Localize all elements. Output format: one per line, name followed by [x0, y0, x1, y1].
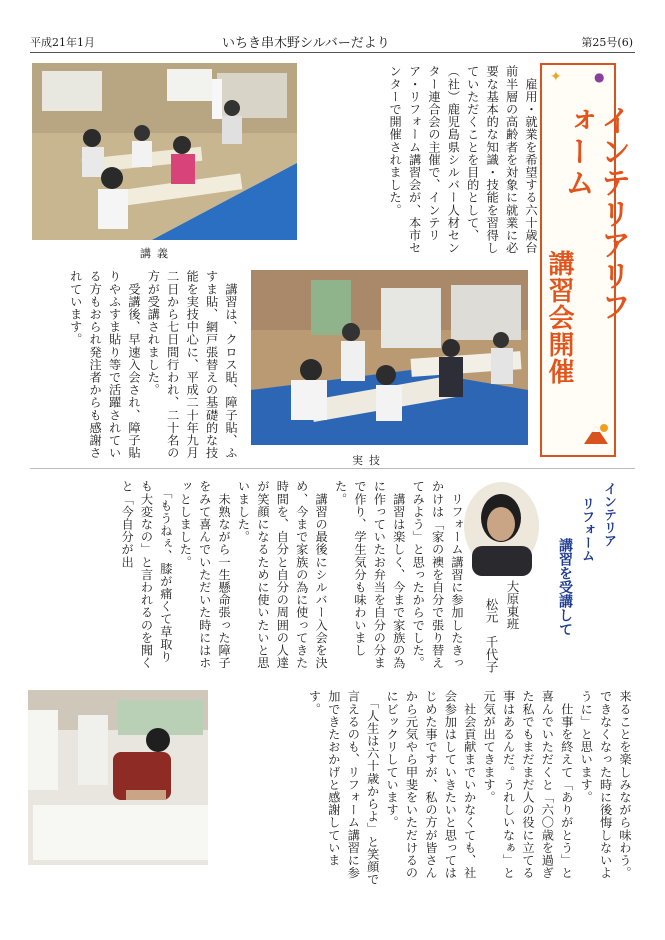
practice-photo [251, 270, 528, 445]
lecture-caption: 講義 [140, 247, 174, 260]
lecture-photo [32, 63, 297, 240]
interview-title-line1: インテリア [601, 482, 616, 547]
header-rule [30, 52, 635, 53]
newsletter-title: いちき串木野シルバーだより [222, 36, 390, 51]
issue-number: 第25号(6) [581, 36, 633, 49]
article-title-main: インテリアリフォーム [559, 105, 630, 322]
working-photo [28, 690, 208, 865]
article-intro: 雇用・就業を希望する六十歳台前半層の高齢者を対象に就業に必要な基本的な知識・技能を習得していただくことを目的として、（社）鹿児島県シルバー人材センター連合会の主催で、インテリア・リフォーム講習会が、本市センターで開催されました。 [388, 65, 538, 254]
bird-icon: ✦ [550, 69, 562, 85]
interview-title-line2: リフォーム [579, 497, 594, 562]
article-title-box [540, 63, 630, 457]
person-portrait [464, 482, 539, 570]
interview-text-1: リフォーム講習に参加したきっかけは「家の襖を自分で張り替えてみよう」と思ったからでした。 講習は楽しく、今まで家族の為に作っていたお弁当を自分の分まで作り、学生気分も味わいました。 講習の最後にシルバー入会を決め、今まで家族の為に使ってきた時間を、自分と自分の周囲の人達が笑顔になるために使いたいと思いました。 未熟ながら一生懸命張った障子をみて喜んでいただいた時にはホッとしました。 「もうねぇ、膝が痛くて草取りも大変なの」と言われるのを聞くと「今自分が出 [120, 480, 464, 669]
person-team: 大原東班 [505, 580, 520, 630]
article-body: 講習は、クロス貼、障子貼、ふすま貼、網戸張替えの基礎的な技能を実技中心に、平成二十年九月二日から七日間行われ、二十名の方が受講されました。 受講後、早速入会され、障子貼りやふすま貼り等で活躍されている方もおられ発注者からも感謝されています。 [68, 270, 238, 459]
person-name: 松元 千代子 [484, 598, 499, 673]
interview-text-2: 来ることを楽しみながら味わう。できなくなった時に後悔しないように」と思います。 仕事を終えて「ありがとう」と喜んでいただくと「六〇歳を過ぎた私でもまだまだ人の役に立てる事はあるんだ。うれしいなぁ」と元気が出てきます。 社会貢献までいかなくても、社会参加はしていきたいと思ってはじめた事ですが、私の方が皆さんから元気やら甲斐をいただけるのにビックリしています。 「人生は六十歳からよ」と笑顔で言えるのも、リフォーム講習に参加できたおかげと感謝しています。 [307, 690, 632, 886]
practice-caption: 実技 [352, 454, 386, 467]
article-title-sub: 講習会開催 [544, 250, 574, 385]
eggplant-icon: ● [594, 70, 605, 84]
mount-fuji-icon [582, 420, 610, 446]
section-rule [30, 468, 635, 469]
interview-title-line3: 講習を受講して [557, 538, 573, 636]
issue-date: 平成21年1月 [30, 36, 95, 49]
